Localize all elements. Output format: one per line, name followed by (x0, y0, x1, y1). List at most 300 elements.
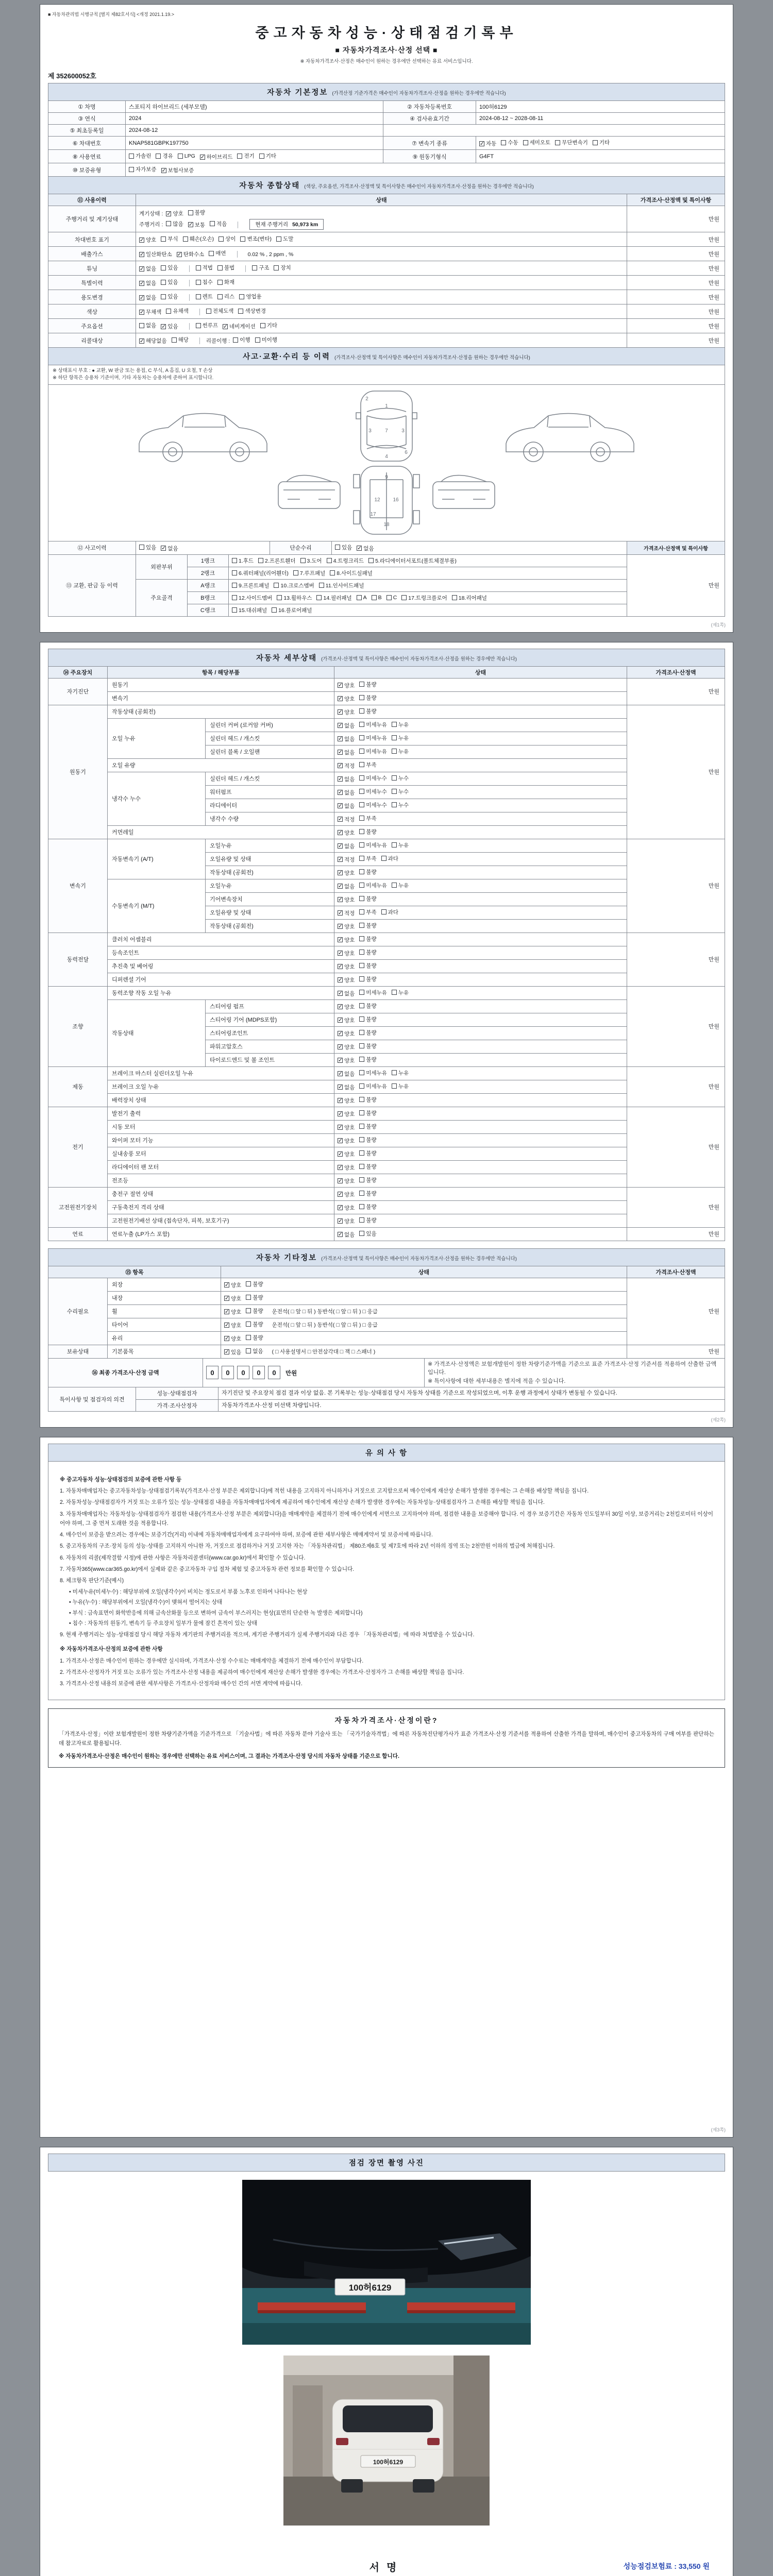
checkbox-매연[interactable]: 매연 (209, 249, 226, 257)
checkbox-양호[interactable]: ✓ 양호 (338, 829, 355, 836)
checkbox-양호[interactable]: ✓ 양호 (338, 1017, 355, 1024)
detail-state (334, 1093, 627, 1107)
detail-item: 수동변속기 (M/T) (108, 879, 206, 933)
notice-item: • 누유(누수) : 해당부위에서 오일(냉각수)이 맺혀서 떨어지는 상태 (69, 1599, 223, 1606)
detail-state (334, 1147, 627, 1160)
notice-item: ※ 자동차가격조사·산정의 보증에 관한 사항 (60, 1646, 163, 1653)
misc-group-label: 보유상태 (48, 1345, 108, 1358)
checkbox-렌트[interactable]: 렌트 (196, 293, 213, 300)
checkbox-불량[interactable]: 불량 (359, 935, 376, 943)
price-cell: 만원 (627, 1278, 725, 1345)
detail-state (334, 825, 627, 839)
checkbox-전기[interactable]: 전기 (237, 152, 254, 160)
checkbox-없음[interactable]: ✓ 없음 (338, 736, 355, 742)
notice-item: 4. 매수인이 보증을 받으려는 경우에는 보증기간(거리) 이내에 자동차매매업자에게 요구하여야 하며, 보증에 관한 세부사항은 매매계약서 및 보증서에 따릅니다. (60, 1532, 433, 1538)
checkbox-미세누유[interactable]: 미세누유 (359, 1082, 387, 1090)
checkbox-양호[interactable]: ✓ 양호 (338, 1044, 355, 1050)
checkbox-탄화수소[interactable]: ✓ 탄화수소 (177, 251, 205, 258)
detail-state (334, 866, 627, 879)
price-digit: 0 (206, 1366, 219, 1379)
checkbox-침수[interactable]: 침수 (196, 278, 213, 286)
checkbox-5.라디에이터서포트(볼트체결부품)[interactable]: 5.라디에이터서포트(볼트체결부품) (368, 557, 457, 565)
checkbox-색상변경[interactable]: 색상변경 (238, 307, 266, 315)
overall-row-state: ✓ 해당없음 해당 리콜이행 : 이행 미이행 (136, 333, 627, 348)
detail-state (334, 852, 627, 866)
checkbox-양호[interactable]: ✓ 양호 (338, 1205, 355, 1211)
checkbox-적법[interactable]: 적법 (196, 264, 213, 272)
checkbox-이행[interactable]: 이행 (233, 336, 250, 344)
checkbox-불량[interactable]: 불량 (359, 1216, 376, 1224)
checkbox-무채색[interactable]: ✓ 무채색 (140, 309, 162, 315)
svg-text:12: 12 (374, 497, 380, 503)
checkbox-과다[interactable]: 과다 (381, 908, 398, 916)
detail-subitem: 실린더 블록 / 오일팬 (206, 745, 334, 758)
detail-item: 구동축전지 격리 상태 (108, 1200, 334, 1214)
checkbox-있음[interactable]: ✓ 있음 (225, 1349, 242, 1355)
checkbox-불량[interactable]: 불량 (359, 1096, 376, 1104)
checkbox-불량[interactable]: 불량 (359, 1015, 376, 1023)
detail-state (334, 1200, 627, 1214)
checkbox-양호[interactable]: ✓ 양호 (338, 696, 355, 702)
detail-state (334, 732, 627, 745)
detail-row (48, 678, 725, 691)
accident-section-header (48, 347, 725, 365)
checkbox-15.대쉬패널[interactable]: 15.대쉬패널 (232, 606, 267, 614)
overall-row-state (136, 304, 627, 319)
checkbox-3.도어[interactable]: 3.도어 (300, 557, 322, 565)
accident-price-header: 가격조사·산정액 및 특이사항 (627, 541, 725, 554)
detail-item: 배력장치 상태 (108, 1093, 334, 1107)
checkbox-양호[interactable]: ✓ 양호 (338, 1191, 355, 1198)
checkbox-6.쿼터패널(리어휀더)[interactable]: 6.쿼터패널(리어휀더) (232, 569, 289, 577)
checkbox-누유[interactable]: 누유 (392, 841, 409, 849)
price-info-body: 「가격조사·산정」이란 보험개발원이 정한 차량기준가액을 기준가격으로 「기술사법」에 따른 자동차 분야 기술사 또는 「국가기술자격법」에 따른 자동차진단평가사가 표준 가격조사·산정 기준서를 적용하여 산출한 가격을 말하며, 매수인이 중고자동차의 구매 여부를 판단하는 데 참고자료로 활용됩니다. (59, 1731, 714, 1747)
checkbox-네비게이션[interactable]: ✓ 네비게이션 (223, 323, 256, 330)
checkbox-없음[interactable]: 없음 (139, 321, 156, 329)
checkbox-도말[interactable]: 도말 (276, 235, 293, 243)
checkbox-없음[interactable]: ✓ 없음 (338, 1084, 355, 1091)
checkbox-적정[interactable]: ✓ 적정 (338, 816, 355, 823)
misc-item: 외장 (108, 1278, 221, 1291)
accident-label: ⑫ 사고이력 (48, 541, 136, 554)
checkbox-미세누유[interactable]: 미세누유 (359, 989, 387, 996)
checkbox-기타[interactable]: 기타 (259, 152, 276, 160)
checkbox-불량[interactable]: 불량 (359, 1109, 376, 1117)
checkbox-양호[interactable]: ✓ 양호 (338, 963, 355, 970)
checkbox-불량[interactable]: 불량 (359, 694, 376, 702)
detail-item: 브레이크 오일 누유 (108, 1080, 334, 1093)
checkbox-양호[interactable]: ✓ 양호 (338, 1178, 355, 1184)
price-cell: 만원 (627, 206, 725, 232)
checkbox-불량[interactable]: 불량 (359, 681, 376, 688)
checkbox-양호[interactable]: ✓ 양호 (338, 937, 355, 943)
checkbox-미세누수[interactable]: 미세누수 (359, 774, 387, 782)
checkbox-있음[interactable]: 있음 (335, 544, 352, 551)
checkbox-14.필러패널[interactable]: 14.필러패널 (316, 594, 351, 602)
overall-row (48, 290, 725, 304)
detail-section-title: 자동차 세부상태 (256, 654, 317, 663)
checkbox-불량[interactable]: 불량 (359, 895, 376, 903)
detail-item: 작동상태 (공회전) (108, 705, 334, 718)
insurance-fee-label: 성능점검보험료 : (623, 2562, 677, 2570)
checkbox-장치[interactable]: 장치 (274, 264, 291, 272)
checkbox-LPG[interactable]: LPG (178, 153, 195, 159)
svg-text:9: 9 (385, 474, 388, 480)
checkbox-세미오토[interactable]: 세미오토 (523, 139, 551, 146)
detail-subitem: 기어변속장치 (206, 892, 334, 906)
notice-item: 2. 가격조사·산정자가 거짓 또는 오류가 있는 가격조사·산정 내용을 제공하여 매수인에게 재산상 손해가 발생한 경우에는 가격조사·산정자가 그 손해를 배상할 책임을 집니다. (60, 1669, 464, 1675)
detail-row (48, 1200, 725, 1214)
car-name-label: ① 차명 (48, 101, 126, 113)
notices-body (48, 1462, 725, 1700)
checkbox-부족[interactable]: 부족 (359, 908, 376, 916)
checkbox-없음[interactable]: ✓ 없음 (338, 1231, 355, 1238)
checkbox-자동[interactable]: ✓ 자동 (480, 140, 497, 147)
checkbox-양호[interactable]: ✓ 양호 (338, 870, 355, 876)
rank-items (229, 579, 627, 591)
checkbox-불량[interactable]: 불량 (359, 1203, 376, 1211)
plate-value: 100허6129 (476, 101, 725, 113)
checkbox-불량[interactable]: 불량 (246, 1307, 263, 1315)
detail-subitem: 실린더 커버 (로커암 커버) (206, 718, 334, 732)
checkbox-누유[interactable]: 누유 (392, 748, 409, 755)
price-cell: 만원 (627, 304, 725, 319)
checkbox-없음[interactable]: ✓ 없음 (338, 722, 355, 729)
checkbox-누유[interactable]: 누유 (392, 1082, 409, 1090)
detail-row (48, 986, 725, 999)
checkbox-부족[interactable]: 부족 (359, 815, 376, 822)
detail-item: 작동상태 (108, 999, 206, 1066)
checkbox-없음[interactable]: 없음 (246, 1347, 263, 1355)
opinion-table (48, 1387, 725, 1412)
checkbox-누수[interactable]: 누수 (392, 774, 409, 782)
misc-item: 타이어 (108, 1318, 221, 1331)
overall-row-label: 튜닝 (48, 261, 136, 276)
notice-item: 3. 자동차매매업자는 자동차성능·상태점검자가 점검한 내용(가격조사·산정 부분은 제외합니다)을 매매계약을 체결하기 전에 매수인에게 서면으로 고지하여야 하며, 점검한 내용을 보증해야 합니다. 이 경우 보증기간은 자동차 인도일부터 30일 이상, 보증거리는 2천킬로미터 이상이어야 하며, 그 중 먼저 도래한 것을 적용합니다. (60, 1511, 713, 1527)
checkbox-썬루프[interactable]: 썬루프 (196, 321, 218, 329)
checkbox-양호[interactable]: ✓ 양호 (338, 709, 355, 716)
checkbox-불량[interactable]: 불량 (359, 1123, 376, 1130)
checkbox-있음[interactable]: ✓ 있음 (161, 323, 178, 330)
device-group-label: 제동 (48, 1066, 108, 1107)
checkbox-양호[interactable]: ✓ 양호 (338, 1057, 355, 1064)
checkbox-18.리어패널[interactable]: 18.리어패널 (452, 594, 487, 602)
checkbox-양호[interactable]: ✓ 양호 (225, 1309, 242, 1315)
detail-subitem: 실린더 헤드 / 개스킷 (206, 772, 334, 785)
checkbox-양호[interactable]: ✓ 양호 (338, 1097, 355, 1104)
checkbox-해당[interactable]: 해당 (172, 336, 189, 344)
basic-info-table (48, 83, 725, 177)
checkbox-불법[interactable]: 불법 (217, 264, 234, 272)
rank-items (229, 554, 627, 567)
notice-item: 8. 체크항목 판단기준(예시) (60, 1577, 124, 1584)
price-cell: 만원 (627, 290, 725, 304)
photo-header-table (48, 2154, 725, 2172)
notice-item: 3. 가격조사·산정 내용의 보증에 관한 세부사항은 가격조사·산정자와 매수인 간의 서면 계약에 따릅니다. (60, 1680, 303, 1687)
checkbox-해당없음[interactable]: ✓ 해당없음 (140, 337, 167, 344)
checkbox-양호[interactable]: ✓ 양호 (166, 210, 183, 217)
checkbox-없음[interactable]: ✓ 없음 (161, 545, 178, 552)
checkbox-양호[interactable]: ✓ 양호 (338, 1151, 355, 1158)
checkbox-양호[interactable]: ✓ 양호 (225, 1282, 242, 1289)
detail-state (334, 1026, 627, 1040)
checkbox-불량[interactable]: 불량 (359, 1056, 376, 1063)
checkbox-미세누수[interactable]: 미세누수 (359, 801, 387, 809)
checkbox-경유[interactable]: 경유 (156, 152, 173, 160)
notice-item: 5. 중고자동차의 구조·장치 등의 성능·상태를 고지하지 아니한 자, 거짓으로 점검하거나 거짓 고지한 자는 「자동차관리법」 제80조제6호 및 제7호에 따라 2년 이하의 징역 또는 2천만원 이하의 벌금에 처해집니다. (60, 1543, 555, 1550)
notices-title: 유 의 사 항 (365, 1449, 408, 1458)
checkbox-없음[interactable]: ✓ 없음 (338, 1071, 355, 1077)
checkbox-1.후드[interactable]: 1.후드 (232, 557, 254, 565)
checkbox-없음[interactable]: ✓ 없음 (338, 749, 355, 756)
svg-text:6: 6 (405, 449, 408, 455)
signature-area (48, 2559, 725, 2576)
page-mark-1: (제1쪽) (711, 622, 726, 628)
checkbox-양호[interactable]: ✓ 양호 (338, 1004, 355, 1010)
inspection-photo-front (48, 2180, 725, 2347)
checkbox-미세누유[interactable]: 미세누유 (359, 841, 387, 849)
checkbox-일산화탄소[interactable]: ✓ 일산화탄소 (140, 251, 172, 258)
checkbox-불량[interactable]: 불량 (359, 962, 376, 970)
detail-state (334, 772, 627, 785)
detail-row (48, 705, 725, 718)
checkbox-양호[interactable]: ✓ 양호 (338, 950, 355, 957)
checkbox-불량[interactable]: 불량 (359, 868, 376, 876)
checkbox-훼손(오손)[interactable]: 훼손(오손) (183, 235, 214, 243)
checkbox-많음[interactable]: 많음 (166, 220, 183, 228)
misc-col-item: ⑮ 항목 (48, 1266, 221, 1278)
detail-state (334, 812, 627, 825)
opinion-inspector-text: 자기진단 및 주요장치 점검 결과 이상 없음. 본 기록부는 성능·상태점검 당시 자동차 상태를 기준으로 작성되었으며, 이후 운행 과정에서 상태가 변동될 수 있습니다. (219, 1387, 725, 1400)
checkbox-부족[interactable]: 부족 (359, 855, 376, 862)
checkbox-불량[interactable]: 불량 (359, 922, 376, 929)
checkbox-없음[interactable]: ✓ 없음 (338, 789, 355, 796)
checkbox-기타[interactable]: 기타 (260, 321, 277, 329)
misc-row (48, 1304, 725, 1318)
detail-state (334, 1066, 627, 1080)
detail-item: 클러치 어셈블리 (108, 933, 334, 946)
first-reg-label: ⑤ 최초등록일 (48, 125, 126, 137)
checkbox-양호[interactable]: ✓ 양호 (338, 1138, 355, 1144)
year-value: 2024 (126, 113, 383, 125)
checkbox-불량[interactable]: 불량 (359, 707, 376, 715)
misc-col-state: 상태 (221, 1266, 627, 1278)
detail-state (334, 1187, 627, 1200)
checkbox-불량[interactable]: 불량 (359, 1163, 376, 1171)
checkbox-미세누유[interactable]: 미세누유 (359, 748, 387, 755)
checkbox-전체도색[interactable]: 전체도색 (206, 307, 234, 315)
checkbox-양호[interactable]: ✓ 양호 (338, 1218, 355, 1225)
checkbox-무단변속기[interactable]: 무단변속기 (555, 139, 588, 146)
checkbox-리스[interactable]: 리스 (217, 293, 234, 300)
car-damage-diagram (62, 388, 711, 537)
price-info-box (48, 1708, 725, 1768)
checkbox-미세누유[interactable]: 미세누유 (359, 721, 387, 728)
checkbox-있음[interactable]: 있음 (139, 544, 156, 551)
checkbox-있음[interactable]: 있음 (161, 264, 178, 272)
detail-section-note: (가격조사·산정액 및 특이사항은 매수인이 자동차가격조사·산정을 원하는 경우에만 적습니다) (321, 656, 517, 662)
checkbox-영업용[interactable]: 영업용 (239, 293, 261, 300)
checkbox-불량[interactable]: 불량 (246, 1280, 263, 1288)
checkbox-미세누유[interactable]: 미세누유 (359, 882, 387, 889)
checkbox-불량[interactable]: 불량 (359, 1190, 376, 1197)
checkbox-누유[interactable]: 누유 (392, 1069, 409, 1077)
checkbox-불량[interactable]: 불량 (359, 1042, 376, 1050)
price-cell: 만원 (627, 705, 725, 839)
checkbox-미이행[interactable]: 미이행 (255, 336, 277, 344)
checkbox-누유[interactable]: 누유 (392, 882, 409, 889)
checkbox-보험사보증[interactable]: ✓ 보험사보증 (161, 167, 194, 174)
checkbox-없음[interactable]: ✓ 없음 (338, 883, 355, 890)
checkbox-13.휠하우스[interactable]: 13.휠하우스 (277, 594, 312, 602)
overall-row-state: 계기상태 : ✓ 양호 불량 주행거리 : 많음 ✓ 보통 적음 현재 주행거리 50,973 km (136, 206, 627, 232)
checkbox-2.프론트휀더[interactable]: 2.프론트휀더 (258, 557, 295, 565)
checkbox-양호[interactable]: ✓ 양호 (338, 896, 355, 903)
checkbox-변조(변타)[interactable]: 변조(변타) (240, 235, 272, 243)
checkbox-적음[interactable]: 적음 (210, 220, 227, 228)
device-group-label: 자기진단 (48, 678, 108, 705)
overall-section-note: (색상, 주요옵션, 가격조사·산정액 및 특이사항은 매수인이 자동차가격조사·산정을 원하는 경우에만 적습니다) (304, 184, 534, 190)
checkbox-화재[interactable]: 화재 (217, 278, 234, 286)
checkbox-있음[interactable]: 있음 (161, 293, 178, 300)
checkbox-유채색[interactable]: 유채색 (166, 307, 188, 315)
checkbox-12.사이드멤버[interactable]: 12.사이드멤버 (232, 594, 272, 602)
notice-item: ※ 중고자동차 성능·상태점검의 보증에 관한 사항 등 (60, 1477, 182, 1483)
checkbox-있음[interactable]: 있음 (359, 1230, 376, 1238)
price-cell: 만원 (627, 554, 725, 616)
detail-item: 냉각수 누수 (108, 772, 206, 825)
checkbox-불량[interactable]: 불량 (359, 1149, 376, 1157)
checkbox-없음[interactable]: ✓ 없음 (338, 990, 355, 997)
detail-row (48, 1093, 725, 1107)
checkbox-있음[interactable]: 있음 (161, 278, 178, 286)
notice-item: • 미세누유(미세누수) : 해당부위에 오일(냉각수)이 비치는 정도로서 부품 노후로 인하여 나타나는 현상 (69, 1589, 308, 1596)
checkbox-없음[interactable]: ✓ 없음 (338, 843, 355, 850)
checkbox-양호[interactable]: ✓ 양호 (338, 1164, 355, 1171)
checkbox-수동[interactable]: 수동 (501, 139, 518, 146)
checkbox-하이브리드[interactable]: ✓ 하이브리드 (200, 154, 233, 160)
rank-items (229, 604, 627, 616)
checkbox-양호[interactable]: ✓ 양호 (338, 923, 355, 930)
checkbox-불량[interactable]: 불량 (246, 1320, 263, 1328)
checkbox-기타[interactable]: 기타 (593, 139, 610, 146)
checkbox-보통[interactable]: ✓ 보통 (188, 222, 206, 228)
detail-row (48, 1133, 725, 1147)
checkbox-누유[interactable]: 누유 (392, 734, 409, 742)
checkbox-미세누유[interactable]: 미세누유 (359, 734, 387, 742)
rank-label: C랭크 (188, 604, 229, 616)
misc-state (221, 1278, 627, 1291)
form-reference: ■ 자동차관리법 시행규칙 [별지 제82호서식] <개정 2021.1.19.> (48, 12, 174, 17)
checkbox-없음[interactable]: ✓ 없음 (338, 803, 355, 809)
damage-legend-line2: ※ 하단 항목은 승용차 기준이며, 기타 자동차는 승용차에 준하여 표시합니다. (53, 375, 214, 381)
checkbox-불량[interactable]: 불량 (359, 1176, 376, 1184)
price-info-title: 자동차가격조사·산정이란? (334, 1716, 439, 1725)
checkbox-미세누유[interactable]: 미세누유 (359, 1069, 387, 1077)
checkbox-10.크로스멤버[interactable]: 10.크로스멤버 (274, 582, 314, 589)
checkbox-8.사이드실패널[interactable]: 8.사이드실패널 (330, 569, 373, 577)
checkbox-불량[interactable]: 불량 (246, 1334, 263, 1342)
checkbox-양호[interactable]: ✓ 양호 (338, 977, 355, 984)
checkbox-양호[interactable]: ✓ 양호 (338, 1111, 355, 1117)
checkbox-불량[interactable]: 불량 (359, 1002, 376, 1010)
detail-subitem: 냉각수 수량 (206, 812, 334, 825)
detail-row (48, 1107, 725, 1120)
checkbox-B[interactable]: B (372, 595, 382, 601)
misc-state: ✓ 있음 없음 ( □ 사용설명서 □ 안전삼각대 □ 잭 □ 스패너 ) (221, 1345, 627, 1358)
checkbox-부식[interactable]: 부식 (161, 235, 178, 243)
checkbox-양호[interactable]: ✓ 양호 (225, 1295, 242, 1302)
rank-section-label: 주요골격 (136, 579, 188, 616)
checkbox-없음[interactable]: ✓ 없음 (140, 294, 157, 301)
checkbox-11.인사이드패널[interactable]: 11.인사이드패널 (319, 582, 364, 589)
checkbox-불량[interactable]: 불량 (246, 1294, 263, 1301)
checkbox-자가보증[interactable]: 자가보증 (129, 165, 157, 173)
checkbox-적정[interactable]: ✓ 적정 (338, 762, 355, 769)
checkbox-불량[interactable]: 불량 (359, 948, 376, 956)
simple-repair-label: 단순수리 (270, 541, 332, 554)
checkbox-불량[interactable]: 불량 (188, 209, 205, 216)
checkbox-4.트렁크리드[interactable]: 4.트렁크리드 (327, 557, 364, 565)
checkbox-구조[interactable]: 구조 (252, 264, 269, 272)
checkbox-가솔린[interactable]: 가솔린 (129, 152, 151, 160)
price-cell: 만원 (627, 1107, 725, 1187)
checkbox-부족[interactable]: 부족 (359, 761, 376, 769)
checkbox-적정[interactable]: ✓ 적정 (338, 856, 355, 863)
checkbox-없음[interactable]: ✓ 없음 (338, 776, 355, 783)
notices-header-table (48, 1444, 725, 1462)
checkbox-C[interactable]: C (386, 595, 397, 601)
checkbox-7.루프패널[interactable]: 7.루프패널 (293, 569, 325, 577)
price-digit: 0 (237, 1366, 249, 1379)
checkbox-양호[interactable]: ✓ 양호 (140, 236, 157, 243)
checkbox-양호[interactable]: ✓ 양호 (338, 1030, 355, 1037)
detail-item: 동력조향 작동 오일 누유 (108, 986, 334, 999)
checkbox-누유[interactable]: 누유 (392, 989, 409, 996)
checkbox-양호[interactable]: ✓ 양호 (225, 1335, 242, 1342)
detail-item: 변속기 (108, 691, 334, 705)
checkbox-누수[interactable]: 누수 (392, 801, 409, 809)
detail-row (48, 1066, 725, 1080)
checkbox-A[interactable]: A (357, 595, 367, 601)
checkbox-양호[interactable]: ✓ 양호 (225, 1322, 242, 1329)
misc-row (48, 1331, 725, 1345)
checkbox-미세누수[interactable]: 미세누수 (359, 788, 387, 795)
checkbox-불량[interactable]: 불량 (359, 828, 376, 836)
checkbox-누수[interactable]: 누수 (392, 788, 409, 795)
checkbox-불량[interactable]: 불량 (359, 1029, 376, 1037)
overall-row-state (136, 276, 627, 290)
checkbox-양호[interactable]: ✓ 양호 (338, 682, 355, 689)
checkbox-17.트렁크플로어[interactable]: 17.트렁크플로어 (401, 594, 447, 602)
checkbox-없음[interactable]: ✓ 없음 (357, 545, 374, 552)
checkbox-상이[interactable]: 상이 (219, 235, 236, 243)
detail-state (334, 758, 627, 772)
checkbox-16.플로어패널[interactable]: 16.플로어패널 (272, 606, 312, 614)
checkbox-누유[interactable]: 누유 (392, 721, 409, 728)
checkbox-없음[interactable]: ✓ 없음 (140, 280, 157, 286)
checkbox-적정[interactable]: ✓ 적정 (338, 910, 355, 917)
overall-row-label: 색상 (48, 304, 136, 319)
overall-row-state: ✓ 일산화탄소 ✓ 탄화수소 매연 0.02 % , 2 ppm , % (136, 247, 627, 261)
checkbox-과다[interactable]: 과다 (381, 855, 398, 862)
checkbox-9.프론트패널[interactable]: 9.프론트패널 (232, 582, 269, 589)
checkbox-불량[interactable]: 불량 (359, 975, 376, 983)
accident-options (136, 541, 270, 554)
checkbox-불량[interactable]: 불량 (359, 1136, 376, 1144)
checkbox-없음[interactable]: ✓ 없음 (140, 265, 157, 272)
checkbox-양호[interactable]: ✓ 양호 (338, 1124, 355, 1131)
